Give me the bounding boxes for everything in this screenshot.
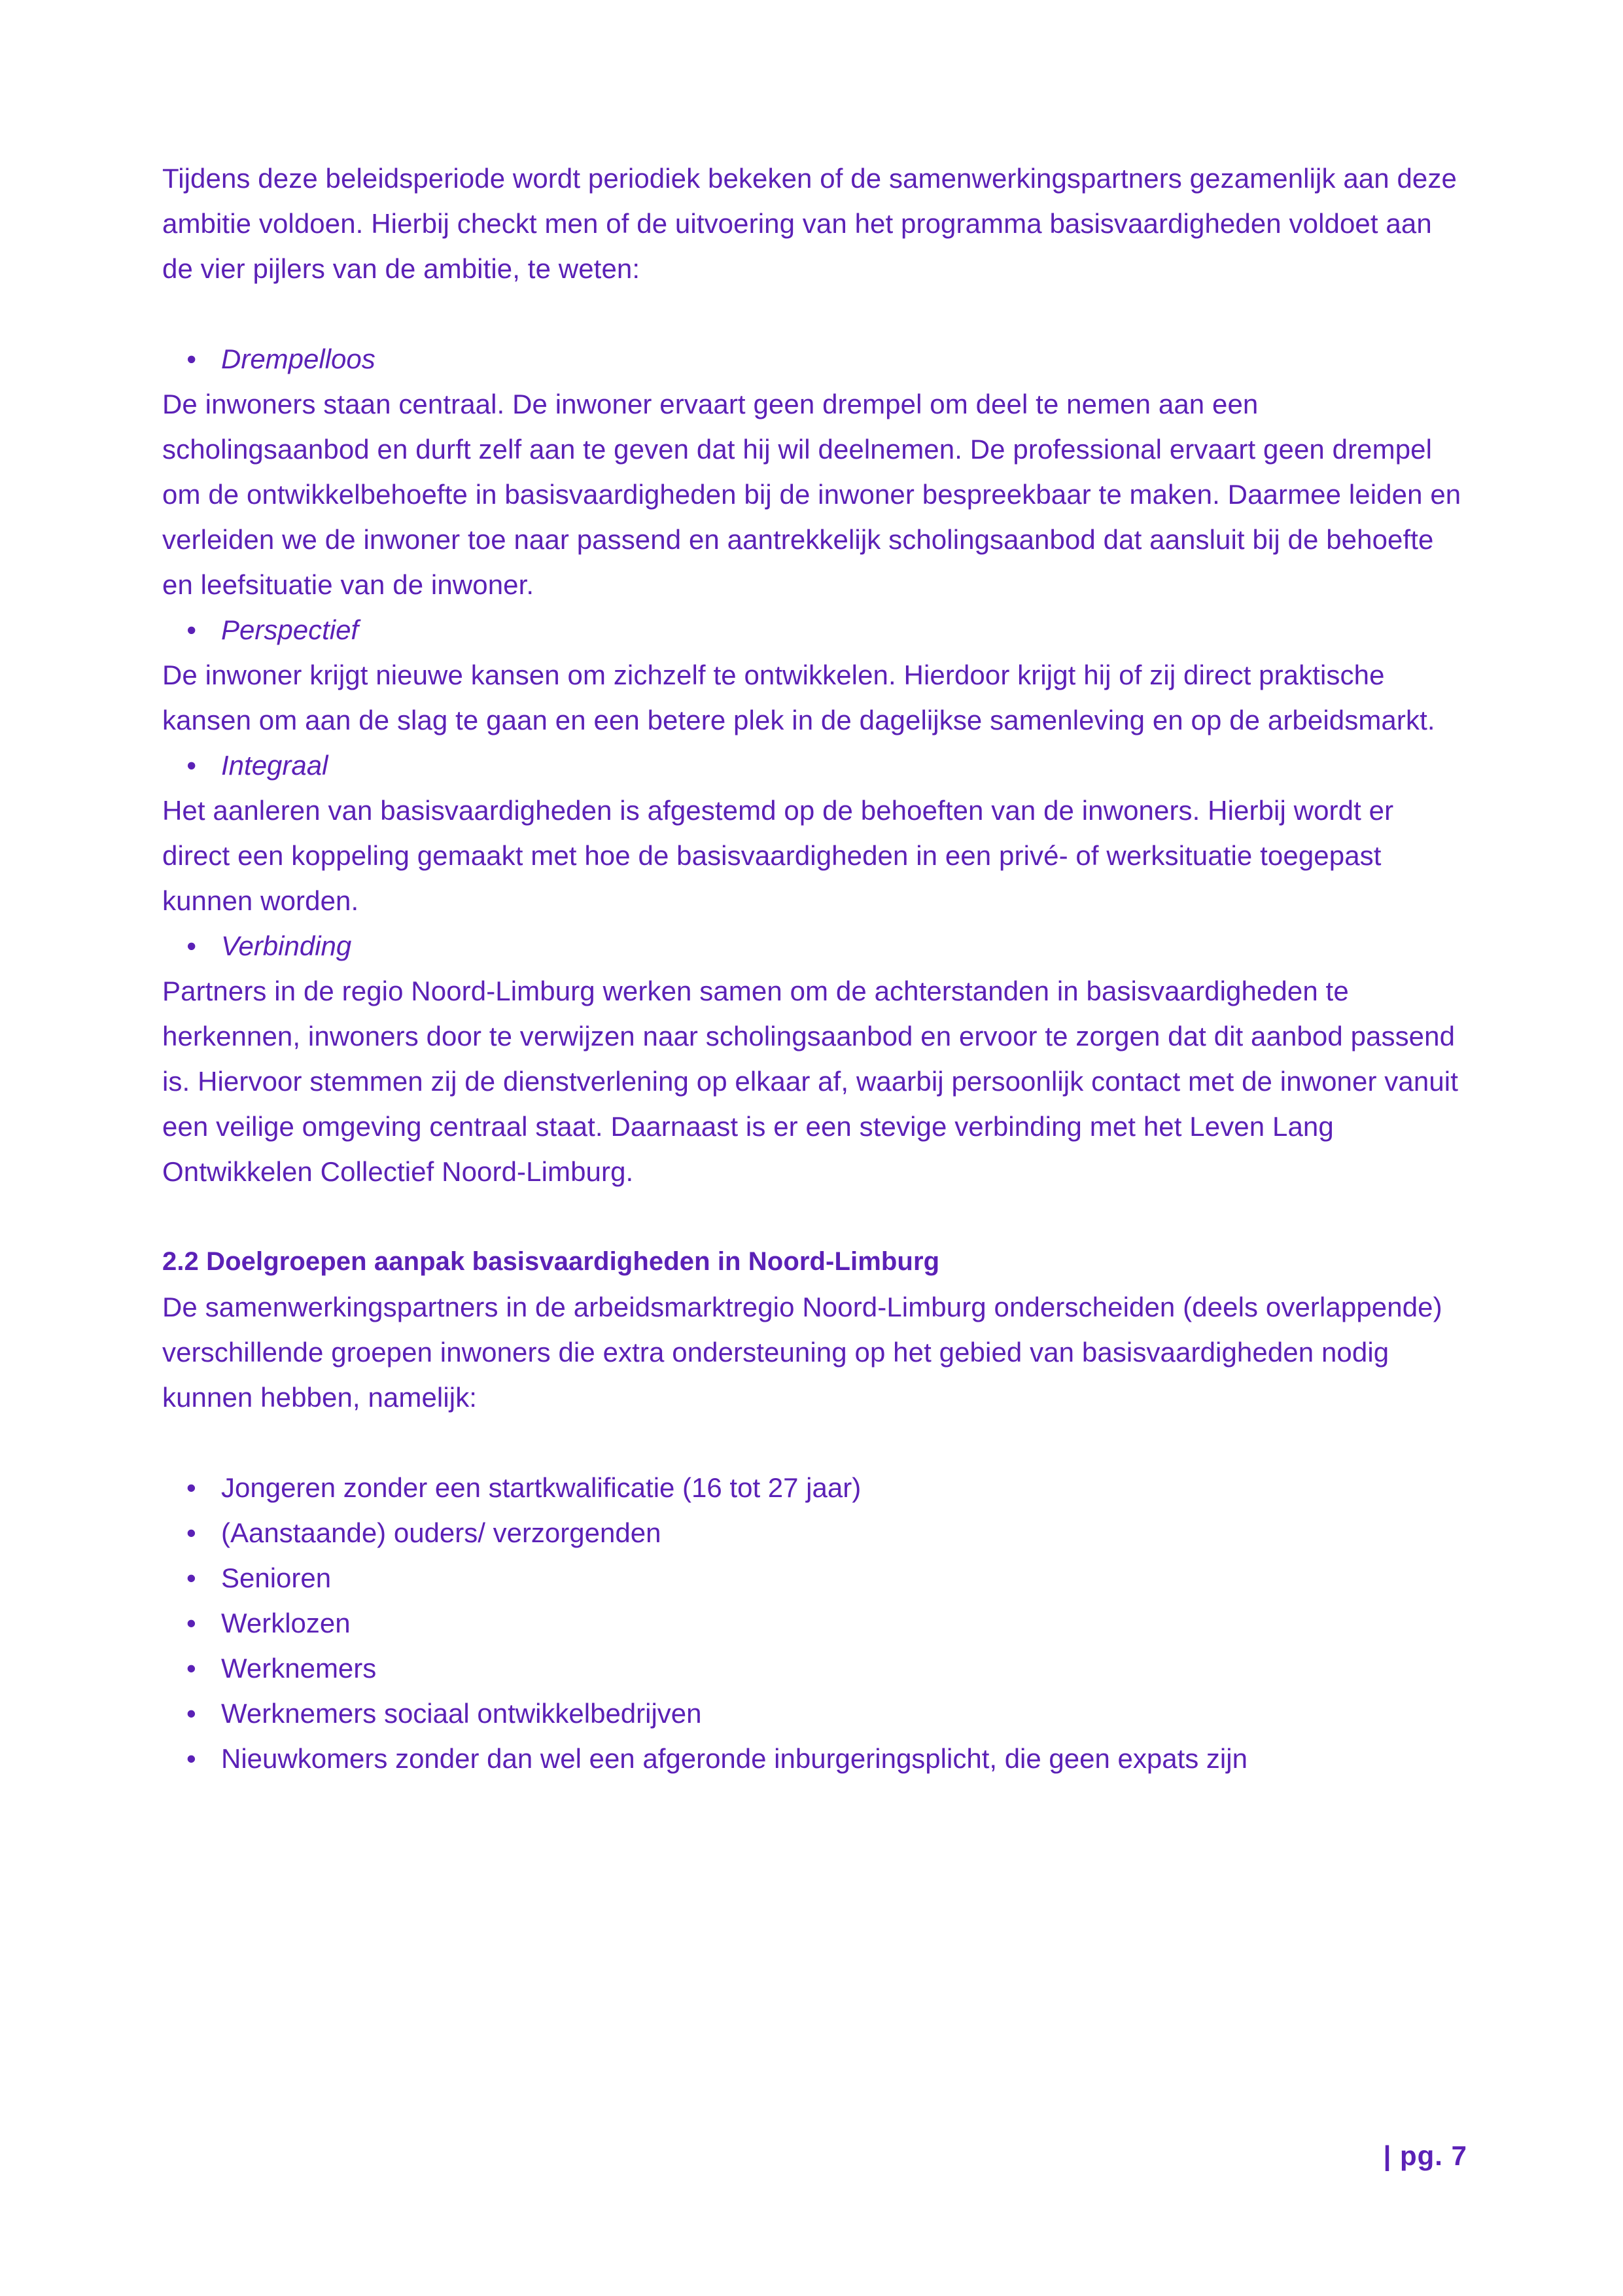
spacer (162, 1194, 1468, 1239)
pillar-body: De inwoners staan centraal. De inwoner ervaart geen drempel om deel te nemen aan een scholingsaanbod en durft zelf aan te geven dat hij wil deelnemen. De professional ervaart geen drempel om de ontwikkelbehoefte in basisvaardigheden bij de inwoner bespreekbaar te maken. Daarmee leiden en verleiden we de inwoner toe naar passend en aantrekkelijk scholingsaanbod dat aansluit bij de behoefte en leefsituatie van de inwoner. (162, 389, 1461, 600)
target-group-list (162, 1465, 1468, 1781)
pillar-body: Partners in de regio Noord-Limburg werken samen om de achterstanden in basisvaardigheden te herkennen, inwoners door te verwijzen naar scholingsaanbod en ervoor te zorgen dat dit aanbod passend is. Hiervoor stemmen zij de dienstverlening op elkaar af, waarbij persoonlijk contact met de inwoner vanuit een veilige omgeving centraal staat. Daarnaast is er een stevige verbinding met het Leven Lang Ontwikkelen Collectief Noord-Limburg. (162, 976, 1458, 1187)
spacer (162, 291, 1468, 336)
pillar-list-drempelloos (162, 336, 1468, 381)
list-item: • (Aanstaande) ouders/ verzorgenden (162, 1510, 1468, 1555)
pillar-list-perspectief (162, 607, 1468, 652)
spacer (162, 1420, 1468, 1465)
pillar-title: • Integraal (162, 743, 1468, 788)
list-item: • Werknemers sociaal ontwikkelbedrijven (162, 1691, 1468, 1736)
list-item: • Nieuwkomers zonder dan wel een afgeronde inburgeringsplicht, die geen expats zijn (162, 1736, 1468, 1781)
list-item: • Senioren (162, 1555, 1468, 1600)
pillar-list-verbinding (162, 923, 1468, 968)
list-item: • Jongeren zonder een startkwalificatie (16 tot 27 jaar) (162, 1465, 1468, 1510)
section-2-2-paragraph: De samenwerkingspartners in de arbeidsmarktregio Noord-Limburg onderscheiden (deels overlappende) verschillende groepen inwoners die extra ondersteuning op het gebied van basisvaardigheden nodig kunnen hebben, namelijk: (162, 1292, 1442, 1413)
pillar-list-integraal (162, 743, 1468, 788)
pillar-body: De inwoner krijgt nieuwe kansen om zichzelf te ontwikkelen. Hierdoor krijgt hij of zij direct praktische kansen om aan de slag te gaan en een betere plek in de dagelijkse samenleving en op de arbeidsmarkt. (162, 660, 1435, 735)
intro-paragraph: Tijdens deze beleidsperiode wordt periodiek bekeken of de samenwerkingspartners gezamenlijk aan deze ambitie voldoen. Hierbij checkt men of de uitvoering van het programma basisvaardigheden voldoet aan de vier pijlers van de ambitie, te weten: (162, 163, 1457, 284)
list-item: • Werknemers (162, 1646, 1468, 1691)
pillar-title: • Perspectief (162, 607, 1468, 652)
page-content (162, 156, 1468, 1781)
page-footer: | pg. 7 (1383, 2140, 1467, 2171)
pillar-title: • Drempelloos (162, 336, 1468, 381)
section-heading-2-2: 2.2 Doelgroepen aanpak basisvaardigheden in Noord-Limburg (162, 1247, 940, 1276)
pillar-title: • Verbinding (162, 923, 1468, 968)
list-item: • Werklozen (162, 1600, 1468, 1646)
pillar-body: Het aanleren van basisvaardigheden is afgestemd op de behoeften van de inwoners. Hierbij wordt er direct een koppeling gemaakt met hoe de basisvaardigheden in een privé- of werksituatie toegepast kunnen worden. (162, 795, 1394, 916)
